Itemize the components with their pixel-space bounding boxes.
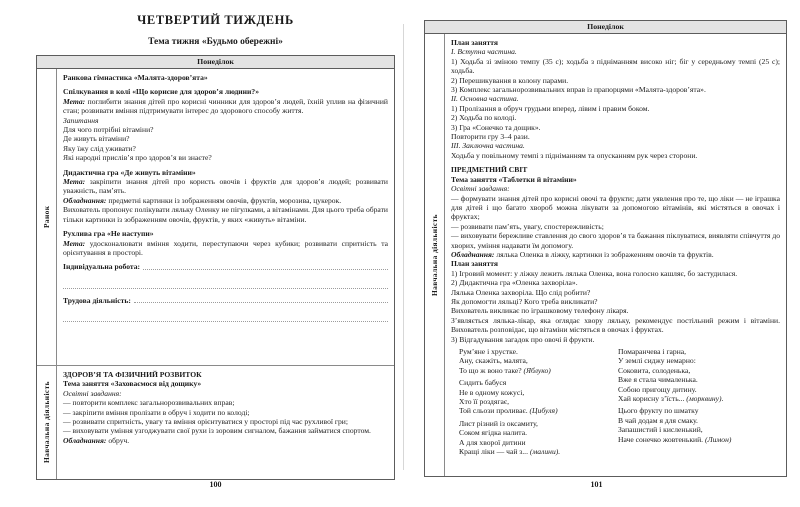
day-header-left: Понеділок <box>37 56 394 69</box>
morning-side-cell <box>37 69 57 365</box>
paragraph: З’являється лялька-лікар, яка оглядає хвору ляльку, рекомендує постільний режим і вітаміни. Вихователь розповідає, що вітаміни містяться в овочах і фруктах. <box>451 315 780 335</box>
paragraph: 3) Комплекс загальнорозвивальних вправ із прапорцями «Малята-здоров’ята». <box>451 85 706 95</box>
riddle-column-left <box>459 347 611 459</box>
paragraph: Обладнання: предметні картинки із зображенням овочів, фруктів, морозива, цукерок. <box>63 195 342 205</box>
paragraph: Обладнання: обруч. <box>63 435 130 445</box>
page-number-right: 101 <box>590 480 603 489</box>
paragraph: Мета: поглибити знання дітей про корисні чинники для здоров’я людей, їхній уплив на фізичний стан; розвивати вміння підтримувати інтерес до здорового способу життя. <box>63 96 388 116</box>
paragraph: Ранкова гімнастика «Малята-здоров’ята» <box>63 73 208 82</box>
paragraph: Тема заняття «Заховаємося від дощику» <box>63 379 202 389</box>
paragraph: — закріпити вміння пролізати в обруч і ходити по колоді; <box>63 407 250 417</box>
morning-row <box>37 69 394 365</box>
learning-side-label-right: Навчальна діяльність <box>430 214 439 296</box>
paragraph: 2) Ходьба по колоді. <box>451 113 517 123</box>
paragraph: Лялька Оленка захворіла. Що слід робити? <box>451 287 591 297</box>
paragraph: Які народні прислів’я про здоров’я ви знаєте? <box>63 153 212 163</box>
week-theme-subtitle: Тема тижня «Будьмо обережні» <box>148 37 283 47</box>
learning-side-cell-right <box>425 34 445 476</box>
paragraph: ПРЕДМЕТНИЙ СВІТ <box>451 165 528 175</box>
riddle-stanza: Лист різний із оксамиту, Соком ягідка налита. А для хворої дитини Кращі ліки — чай з... (малини). <box>459 418 561 457</box>
riddle-stanza: Помаранчева і гарна, У землі сиджу немарно: Соковита, солоденька, Вже я стала чималенька. Собою пригощу дитину. Хай корисну з’їсть... (морквину). <box>618 347 724 404</box>
paragraph: Вихователь викликає по іграшковому телефону лікаря. <box>451 306 629 316</box>
learning-side-cell-left <box>37 366 57 479</box>
paragraph: Освітні завдання: <box>63 388 122 398</box>
paragraph: Рухлива гра «Не наступи» <box>63 229 154 239</box>
paragraph: Мета: удосконалювати вміння ходити, переступаючи через кубики; розвивати спритність та орієнтування в просторі. <box>63 238 388 257</box>
riddle-column-right <box>618 347 780 459</box>
week-title: ЧЕТВЕРТИЙ ТИЖДЕНЬ <box>137 13 294 27</box>
paragraph: 1) Ходьба зі зміною темпу (35 с); ходьба з підніманням високо ніг; біг у середньому темпі (25 с); ходьба. <box>451 56 780 76</box>
paragraph: — повторити комплекс загальнорозвивальних вправ; <box>63 398 235 408</box>
paragraph: План заняття <box>451 259 499 269</box>
riddle-stanza: Сидить бабуся Не в одному кожусі, Хто її роздягає, Той сльози проливає. (Цибуля) <box>459 378 558 416</box>
paragraph: План заняття <box>451 38 499 47</box>
paragraph: 3) Відгадування загадок про овочі й фрукти. <box>451 334 595 344</box>
paragraph: Дидактична гра «Де живуть вітаміни» <box>63 167 196 177</box>
paragraph: Для чого потрібні вітаміни? <box>63 125 154 135</box>
paragraph: 3) Гра «Сонечко та дощик». <box>451 122 541 132</box>
page-number-left: 100 <box>209 480 222 489</box>
fill-in-label: Трудова діяльність: <box>63 295 131 305</box>
fill-in-field <box>63 262 388 288</box>
paragraph: Яку їжу слід уживати? <box>63 143 136 153</box>
paragraph: — виховувати бережливе ставлення до свого здоров’я та бажання піклуватися, виявляти співчуття до хворих, уміння надавати їм допомогу. <box>451 231 780 250</box>
paragraph: Повторити гру 3–4 рази. <box>451 132 530 142</box>
paragraph: ІІ. Основна частина. <box>451 94 519 104</box>
learning-content-left <box>57 366 394 479</box>
paragraph: ІІІ. Заключна частина. <box>451 141 525 151</box>
paragraph: 2) Дидактична гра «Оленка захворіла». <box>451 278 578 288</box>
paragraph: Вихователь пропонує полікувати ляльку Оленку не пігулками, а вітамінами. Для цього треба обрати тільки картинки із зображенням овочів, фруктів, у яких «живуть» вітаміни. <box>63 205 388 224</box>
paragraph: Як допомогти ляльці? Кого треба викликати? <box>451 296 598 306</box>
riddle-columns <box>451 347 780 459</box>
right-page-table <box>424 20 787 477</box>
paragraph: Де живуть вітаміни? <box>63 134 130 144</box>
dotted-rule <box>63 305 388 322</box>
paragraph: І. Вступна частина. <box>451 47 517 57</box>
paragraph: Освітні завдання: <box>451 184 510 194</box>
left-page-table <box>36 55 395 480</box>
paragraph: Ходьба у повільному темпі з підніманням та опусканням рук через сторони. <box>451 150 698 160</box>
riddle-stanza: Рум’яне і хрустке. Ану, скажіть, малята, То що ж воно таке? (Яблуко) <box>459 347 551 375</box>
paragraph: — розвивати пам’ять, увагу, спостережливість; <box>451 221 604 231</box>
riddle-stanza: Цього фрукту по шматку В чай додам я для смаку. Запашистий і кисленький, Наче сонечко жовтенький. (Лимон) <box>618 406 732 444</box>
learning-content-right <box>445 34 786 476</box>
learning-row-right <box>425 34 786 476</box>
left-page-rows <box>37 69 394 479</box>
dotted-rule <box>143 260 388 269</box>
learning-side-label-left: Навчальна діяльність <box>42 381 51 464</box>
paragraph: — формувати знання дітей про корисні овочі та фрукти; дати уявлення про те, що ліки — не іграшка для дітей і що багато хвороб можна лікувати за допомогою вітамінів, які містяться в овочах і фруктах; <box>451 193 780 222</box>
page-divider <box>403 24 404 470</box>
paragraph: Запитання <box>63 115 99 125</box>
dotted-rule <box>63 272 388 289</box>
paragraph: Мета: закріпити знання дітей про користь овочів і фруктів для здоров’я людей; розвивати уважність, пам’ять. <box>63 177 388 196</box>
paragraph: 1) Пролізання в обруч грудьми вперед, лівим і правим боком. <box>451 103 650 113</box>
dotted-rule <box>134 294 388 303</box>
paragraph: 1) Ігровий момент: у ліжку лежить лялька Оленка, вона голосно кашляє, бо застудилася. <box>451 268 738 278</box>
fill-in-label: Індивідуальна робота: <box>63 262 141 272</box>
day-header-right: Понеділок <box>425 21 786 34</box>
paragraph: Тема заняття «Таблетки й вітаміни» <box>451 174 577 184</box>
morning-content <box>57 69 394 365</box>
right-page-rows <box>425 34 786 476</box>
paragraph: ЗДОРОВ’Я ТА ФІЗИЧНИЙ РОЗВИТОК <box>63 370 202 379</box>
paragraph: 2) Перешикування в колону парами. <box>451 75 569 85</box>
paragraph: — розвивати спритність, увагу та вміння орієнтуватися у просторі під час рухливої гри; <box>63 417 348 427</box>
paragraph: Обладнання: лялька Оленка в ліжку, картинки із зображенням овочів та фруктів. <box>451 249 714 259</box>
learning-row-left <box>37 365 394 479</box>
morning-side-label: Ранок <box>42 205 51 229</box>
fill-in-field <box>63 296 388 322</box>
paragraph: — виховувати уміння узгоджувати свої рухи із зоровим сигналом, бажання займатися спортом. <box>63 426 371 436</box>
paragraph: Спілкування в колі «Що корисне для здоров’я людини?» <box>63 87 260 97</box>
